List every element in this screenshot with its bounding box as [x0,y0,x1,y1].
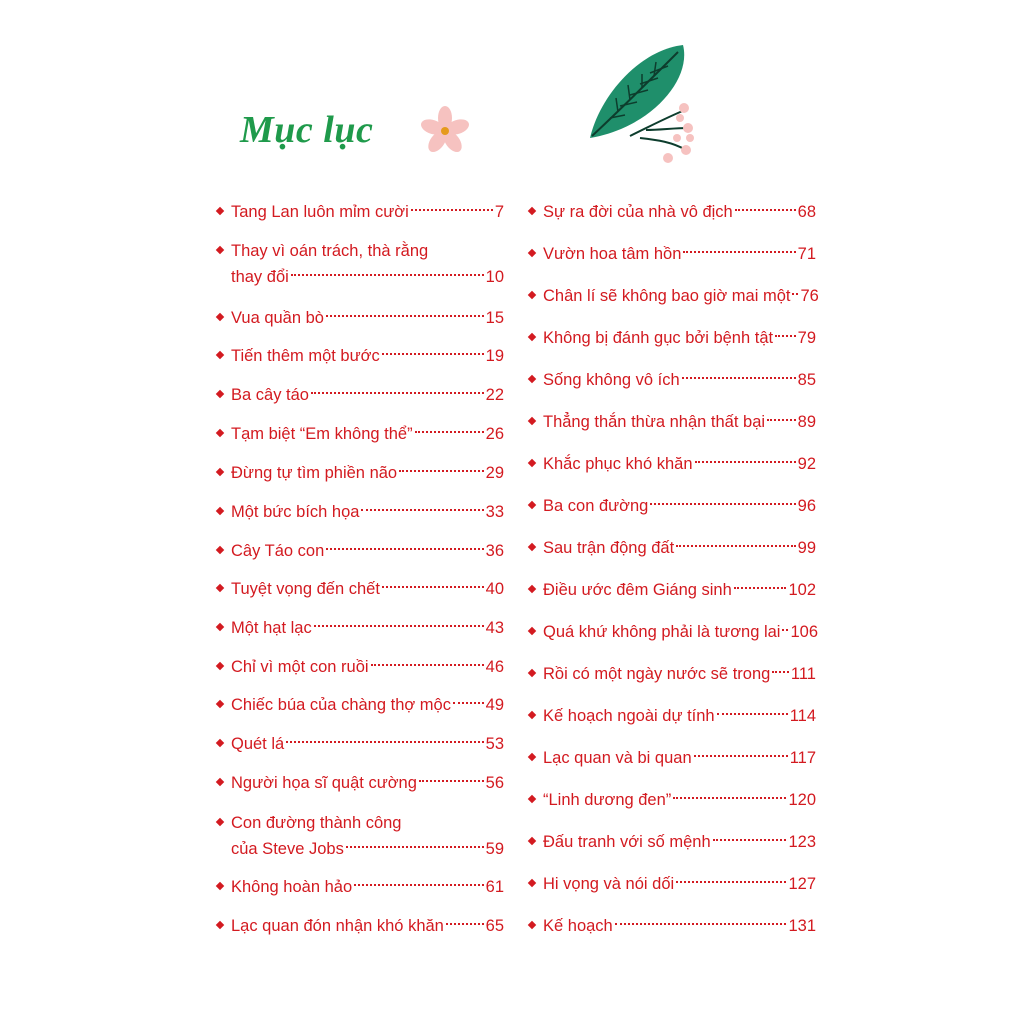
page-number: 19 [485,347,504,365]
toc-entry-line [214,264,504,290]
dot-leader [311,378,484,394]
toc-entry-title: Chân lí sẽ không bao giờ mai một [543,287,791,305]
toc-entry [526,325,816,351]
toc-entry-title: Thay vì oán trách, thà rằng [231,242,429,260]
toc-entry [214,654,504,680]
diamond-bullet-icon [216,623,224,631]
dot-leader [291,260,484,276]
toc-entry [526,199,816,225]
toc-entry-line [526,619,819,645]
diamond-bullet-icon [216,700,224,708]
dot-leader [676,867,786,883]
toc-entry-line [526,535,816,561]
page-title: Mục lục [240,109,374,151]
diamond-bullet-icon [528,291,536,299]
toc-entry-title: Tuyệt vọng đến chết [231,580,380,598]
diamond-bullet-icon [216,662,224,670]
toc-entry-title: Khắc phục khó khăn [543,455,693,473]
page-number: 102 [788,581,816,599]
toc-entry-title: Sự ra đời của nhà vô địch [543,203,733,221]
diamond-bullet-icon [528,333,536,341]
diamond-bullet-icon [216,246,224,254]
toc-entry-title: Thẳng thắn thừa nhận thất bại [543,413,766,431]
toc-entry-title: Sống không vô ích [543,371,680,389]
toc-entry-title: Người họa sĩ quật cường [231,774,417,792]
toc-entry-title: Quét lá [231,735,285,753]
page-number: 96 [797,497,816,515]
page-number: 76 [800,287,819,305]
toc-entry-line [526,577,816,603]
page-number: 131 [788,917,816,935]
flower-icon [418,104,472,158]
dot-leader [399,456,484,472]
toc-entry-line [214,836,504,862]
toc-entry-title: Lạc quan đón nhận khó khăn [231,917,444,935]
dot-leader [411,195,493,211]
toc-entry-line [526,745,816,771]
dot-leader [326,301,484,317]
diamond-bullet-icon [216,313,224,321]
page-number: 114 [789,707,816,725]
toc-entry [214,305,504,331]
toc-entry-line [214,913,504,939]
page-number: 33 [485,503,504,521]
toc-entry [526,787,816,813]
page-number: 10 [485,268,504,286]
dot-leader [767,405,796,421]
diamond-bullet-icon [216,882,224,890]
toc-entry [526,493,816,519]
dot-leader [346,832,484,848]
toc-entry-title: Kế hoạch ngoài dự tính [543,707,715,725]
toc-entry-title: Ba cây táo [231,386,309,404]
page-number: 29 [485,464,504,482]
diamond-bullet-icon [528,207,536,215]
page-number: 15 [485,309,504,327]
diamond-bullet-icon [216,739,224,747]
toc-entry-line [214,199,504,225]
page-number: 56 [485,774,504,792]
toc-entry-line [214,305,504,331]
page-number: 89 [797,413,816,431]
toc-entry [214,770,504,796]
toc-entry [214,421,504,447]
dot-leader [415,417,484,433]
toc-entry [526,745,816,771]
page-number: 36 [485,542,504,560]
toc-entry [526,871,816,897]
toc-entry-line [526,367,816,393]
dot-leader [371,650,484,666]
toc-entry [526,451,816,477]
toc-entry [526,913,816,939]
toc-entry-title: Hi vọng và nói dối [543,875,675,893]
page-number: 46 [485,658,504,676]
dot-leader [782,615,788,631]
dot-leader [382,572,484,588]
dot-leader [326,534,483,550]
diamond-bullet-icon [528,417,536,425]
dot-leader [446,909,484,925]
toc-entry-line [214,343,504,369]
toc-entry [526,283,819,309]
toc-entry [214,576,504,602]
page-number: 59 [485,840,504,858]
page-number: 79 [797,329,816,347]
page-number: 61 [485,878,504,896]
leaf-branch-icon [580,40,700,170]
toc-entry [526,367,816,393]
dot-leader [382,339,484,355]
toc-entry-title: “Linh dương đen” [543,791,672,809]
toc-entry-title: Vườn hoa tâm hồn [543,245,682,263]
toc-entry-title: Điều ước đêm Giáng sinh [543,581,732,599]
diamond-bullet-icon [216,207,224,215]
toc-entry-title: Rồi có một ngày nước sẽ trong [543,665,771,683]
diamond-bullet-icon [216,468,224,476]
toc-entry-title: Ba con đường [543,497,649,515]
toc-entry-title: Chiếc búa của chàng thợ mộc [231,696,451,714]
diamond-bullet-icon [528,627,536,635]
toc-entry [526,619,819,645]
dot-leader [676,531,795,547]
dot-leader [717,699,788,715]
toc-entry-title: Đấu tranh với số mệnh [543,833,711,851]
toc-entry [214,238,504,290]
dot-leader [775,321,796,337]
toc-entry [214,692,504,718]
diamond-bullet-icon [216,778,224,786]
dot-leader [650,489,795,505]
dot-leader [772,657,789,673]
dot-leader [354,870,484,886]
page-number: 26 [485,425,504,443]
toc-entry-title: Chỉ vì một con ruồi [231,658,369,676]
diamond-bullet-icon [528,543,536,551]
diamond-bullet-icon [216,351,224,359]
toc-entry-title: Quá khứ không phải là tương lai [543,623,781,641]
toc-entry-line [526,241,816,267]
toc-entry [214,874,504,900]
dot-leader [694,741,788,757]
toc-entry-title: Tạm biệt “Em không thể” [231,425,413,443]
toc-entry [214,731,504,757]
page-number: 127 [788,875,816,893]
diamond-bullet-icon [528,921,536,929]
diamond-bullet-icon [528,501,536,509]
toc-entry-line [526,787,816,813]
toc-entry [214,499,504,525]
diamond-bullet-icon [528,585,536,593]
toc-entry [214,460,504,486]
toc-entry-title: Cây Táo con [231,542,325,560]
toc-entry-line [526,871,816,897]
toc-entry [526,409,816,435]
toc-entry [214,810,504,862]
page-number: 99 [797,539,816,557]
page-number: 92 [797,455,816,473]
toc-entry-line [526,199,816,225]
dot-leader [713,825,787,841]
toc-entry [526,577,816,603]
toc-entry-line [214,421,504,447]
dot-leader [682,363,796,379]
dot-leader [735,195,796,211]
page-number: 43 [485,619,504,637]
toc-entry [526,703,816,729]
toc-entry-line [526,661,816,687]
dot-leader [683,237,795,253]
diamond-bullet-icon [216,546,224,554]
diamond-bullet-icon [216,507,224,515]
toc-entry-line [526,703,816,729]
diamond-bullet-icon [528,753,536,761]
diamond-bullet-icon [528,795,536,803]
toc-entry-line [526,325,816,351]
page-number: 68 [797,203,816,221]
toc-entry-title: Tiến thêm một bước [231,347,380,365]
toc-entry-line [214,654,504,680]
toc-entry-line [526,451,816,477]
toc-entry [526,661,816,687]
toc-entry [526,535,816,561]
toc-entry [214,382,504,408]
toc-entry [214,615,504,641]
toc-entry-line [214,615,504,641]
toc-entry-line [214,692,504,718]
toc-entry-line [526,409,816,435]
dot-leader [286,727,483,743]
toc-entry-title: Kế hoạch [543,917,613,935]
toc-entry-line [214,538,504,564]
toc-entry-title: Một bức bích họa [231,503,360,521]
toc-entry-line [526,829,816,855]
diamond-bullet-icon [528,249,536,257]
page-number: 71 [797,245,816,263]
page-number: 40 [485,580,504,598]
toc-entry-title: Sau trận động đất [543,539,675,557]
toc-entry-line [526,913,816,939]
toc-entry-title: Con đường thành công [231,814,402,832]
diamond-bullet-icon [216,429,224,437]
diamond-bullet-icon [528,837,536,845]
dot-leader [695,447,796,463]
page-number: 65 [485,917,504,935]
toc-entry-title: Không bị đánh gục bởi bệnh tật [543,329,774,347]
toc-entry-title: của Steve Jobs [231,840,344,858]
diamond-bullet-icon [528,669,536,677]
toc-entry-line [214,874,504,900]
page-number: 22 [485,386,504,404]
diamond-bullet-icon [528,459,536,467]
toc-entry [214,538,504,564]
toc-entry [214,343,504,369]
dot-leader [361,495,483,511]
toc-entry-title: Một hạt lạc [231,619,312,637]
toc-entry-title: Vua quần bò [231,309,324,327]
diamond-bullet-icon [216,921,224,929]
diamond-bullet-icon [528,375,536,383]
dot-leader [615,909,787,925]
toc-entry-line [214,770,504,796]
toc-entry [214,199,504,225]
toc-entry-line [214,576,504,602]
toc-entry-line [214,382,504,408]
dot-leader [314,611,484,627]
toc-entry-title: Lạc quan và bi quan [543,749,692,767]
dot-leader [453,688,484,704]
dot-leader [419,766,484,782]
diamond-bullet-icon [216,818,224,826]
page-number: 117 [789,749,816,767]
toc-entry [526,241,816,267]
dot-leader [734,573,787,589]
page-number: 123 [788,833,816,851]
toc-entry-line [526,493,816,519]
toc-entry [214,913,504,939]
dot-leader [673,783,786,799]
page-number: 53 [485,735,504,753]
page-number: 120 [788,791,816,809]
page-number: 111 [790,665,816,683]
toc-entry-title: thay đổi [231,268,289,286]
diamond-bullet-icon [528,711,536,719]
toc-entry [526,829,816,855]
page-number: 85 [797,371,816,389]
diamond-bullet-icon [528,879,536,887]
page-number: 49 [485,696,504,714]
page-number: 106 [790,623,819,641]
diamond-bullet-icon [216,584,224,592]
toc-entry-line [214,499,504,525]
toc-entry-line [214,460,504,486]
dot-leader [792,279,798,295]
toc-entry-line [214,731,504,757]
toc-entry-title: Tang Lan luôn mỉm cười [231,203,409,221]
toc-entry-title: Đừng tự tìm phiền não [231,464,398,482]
toc-entry-line [526,283,819,309]
page-number: 7 [494,203,504,221]
diamond-bullet-icon [216,390,224,398]
toc-entry-title: Không hoàn hảo [231,878,353,896]
